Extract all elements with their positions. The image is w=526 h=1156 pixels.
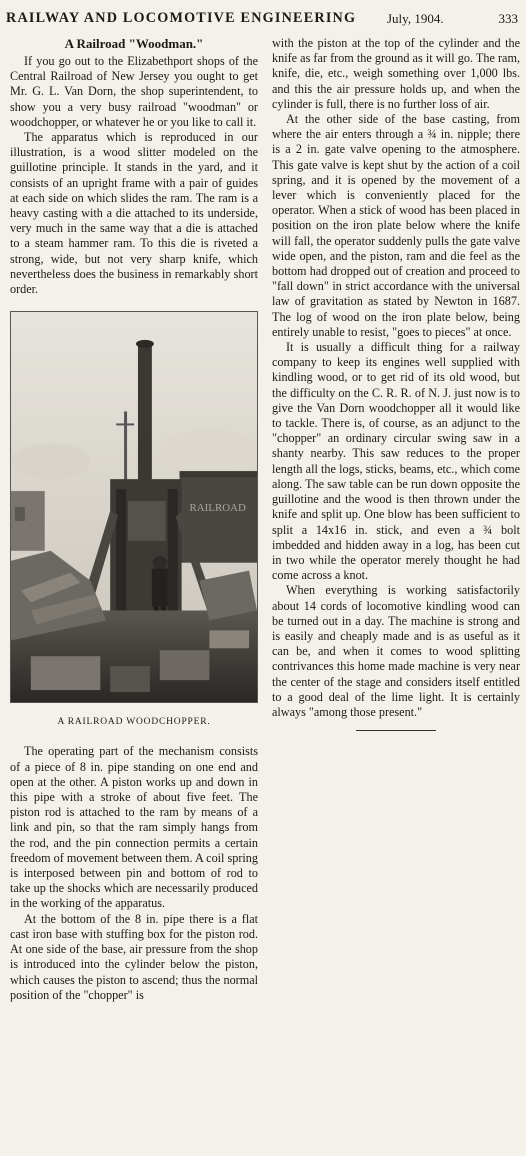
paragraph: The apparatus which is reproduced in our illustration, is a wood slitter modeled on the guillotine principle. It stands in the yard, and it consists of an upright frame with a pair of guides at each side on which slides the ram. The ram is a heavy casting with a die attached to its underside, very much in the same way that a die is attached to a steam hammer ram. To this die is riveted a strong, wide, but not very sharp knife, which nevertheless does the business in remarkably short order. <box>10 130 258 297</box>
article-title: A Railroad "Woodman." <box>64 36 204 51</box>
figure <box>10 311 258 730</box>
paragraph: When everything is working satisfactorily about 14 cords of locomotive kindling wood can be turned out in a day. The machine is strong and is easily and cheaply made and is as useful as it can be, and when it comes to wood splitting contrivances this home made machine is very near the center of the stage and considers itself entitled to a good deal of the lime light. It is certainly always "among those present." <box>272 583 520 719</box>
paragraph: It is usually a difficult thing for a railway company to keep its engines well supplied with kindling wood, or to get rid of its old wood, but the difficulty on the C. R. R. of N. J. just now is to give the Van Dorn woodchopper all it would like to tackle. There is, of course, as an adjunct to the "chopper" an ordinary circular swing saw in a shanty nearby. This saw reduces to the proper length all the logs, sticks, beams, etc., which come along. The saw table can be run down opposite the guillotine and the wood is then thrown under the knife and split up. One blow has been sufficient to split a 14x16 in. stick, and even a ¾ bolt imbedded and hidden away in a log, has been cut in two while the operator merely thought he had come across a knot. <box>272 340 520 583</box>
paragraph: If you go out to the Elizabethport shops of the Central Railroad of New Jersey you ought to get Mr. G. L. Van Dorn, the shop superintendent, to show you a very busy railroad "woodman" or woodchopper, or whatever he or you like to call it. <box>10 54 258 129</box>
journal-title: RAILWAY AND LOCOMOTIVE ENGINEERING <box>6 10 357 26</box>
article-end-rule <box>356 730 436 731</box>
boxcar-lettering: RAILROAD <box>189 502 246 515</box>
paragraph: At the bottom of the 8 in. pipe there is a flat cast iron base with stuffing box for the piston rod. At one side of the base, air pressure from the shop is introduced into the cylinder below the piston, which causes the piston to ascend; thus the normal position of the "chopper" is <box>10 911 258 1002</box>
paragraph: At the other side of the base casting, from where the air enters through a ¾ in. nipple; there is a 2 in. gate valve opening to the atmosphere. This gate valve is kept shut by the action of a coil spring, and it is opened by the movement of a lever which is conveniently placed for the operator. When a stick of wood has been placed in position on the iron plate below where the knife will fall, the operator suddenly pulls the gate valve wide open, and the piston, ram and die feel as the bottom had dropped out of creation and proceed to "fall down" in strict accordance with the universal law of gravitation as stated by Newton in 1687. The log of wood on the iron plate below, being entirely unable to resist, "goes to pieces" at once. <box>272 112 520 339</box>
left-column <box>10 36 258 1003</box>
figure-caption: A RAILROAD WOODCHOPPER. <box>57 717 211 728</box>
running-head <box>6 10 518 30</box>
right-column <box>272 36 520 731</box>
page-number: 333 <box>498 11 518 26</box>
issue-date: July, 1904. <box>387 11 444 26</box>
paragraph: with the piston at the top of the cylinder and the knife as far from the ground as it will go. The ram, knife, die, etc., weigh something over 1,000 lbs. and this the air pressure holds up, and when the cylinder is full, there is no further loss of air. <box>272 36 520 111</box>
woodchopper-photo <box>10 311 258 703</box>
paragraph: The operating part of the mechanism consists of a piece of 8 in. pipe standing on one end and open at the other. A piston works up and down in this pipe with a stroke of about five feet. The piston rod is attached to the ram by means of a link and pin, so that the ram simply hangs from the rod, and the pin connection permits a certain freedom of movement between them. A coil spring is interposed between pin and bottom of rod to take up the shocks which are necessarily produced in the working of the apparatus. <box>10 744 258 911</box>
